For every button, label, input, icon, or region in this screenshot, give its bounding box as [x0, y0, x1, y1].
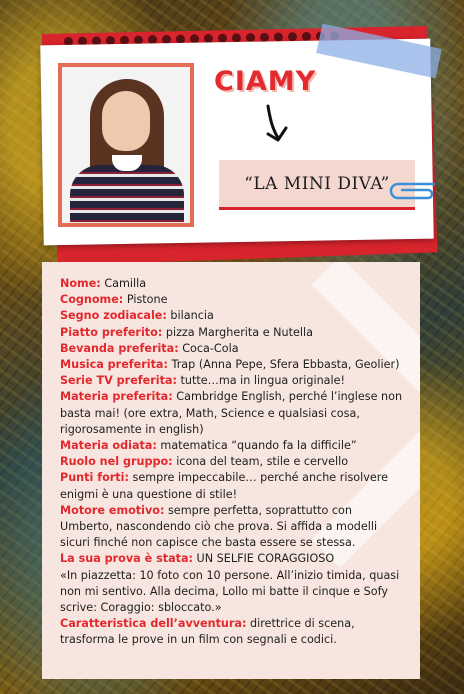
nickname: “LA MINI DIVA”: [244, 173, 390, 194]
info-row-cognome: Cognome: Pistone: [60, 293, 168, 307]
info-row-caratteristica: Caratteristica dell’avventura: direttrice di scena, trasforma le prove in un film con segnali e codici.: [60, 617, 355, 647]
info-row-bevanda: Bevanda preferita: Coca-Cola: [60, 341, 239, 355]
character-name: CIAMY: [214, 66, 317, 97]
profile-panel: [42, 262, 420, 679]
info-row-serie: Serie TV preferita: tutte…ma in lingua originale!: [60, 374, 346, 388]
nickname-box: [219, 160, 415, 210]
info-row-nome: Nome: Camilla: [60, 277, 147, 290]
arrow-down-icon: [260, 104, 292, 148]
info-row-musica: Musica preferita: Trap (Anna Pepe, Sfera Ebbasta, Geolier): [60, 358, 400, 372]
profile-photo: [58, 63, 194, 227]
info-row-prova: La sua prova è stata: UN SELFIE CORAGGIOSO: [60, 552, 335, 566]
info-row-piatto: Piatto preferito: pizza Margherita e Nutella: [60, 325, 313, 339]
portrait-image: [62, 67, 190, 223]
paperclip-icon: [388, 176, 436, 202]
info-row-motore: Motore emotivo: sempre perfetta, soprattutto con Umberto, nascondendo ciò che prova. Si affida a modelli sicuri finché non capisce che basta essere se stessa.: [60, 503, 378, 550]
profile-info: [60, 276, 406, 649]
info-row-segno: Segno zodiacale: bilancia: [60, 309, 214, 323]
info-row-materia-odiata: Materia odiata: matematica “quando fa la difficile”: [60, 439, 357, 453]
info-row-punti-forti: Punti forti: sempre impeccabile… perché anche risolvere enigmi è una questione di stile!: [60, 471, 388, 501]
info-row-materia-preferita: Materia preferita: Cambridge English, perché l’inglese non basta mai! (ore extra, Math, Science e qualsiasi cosa, rigorosamente in english): [60, 390, 403, 436]
info-row-ruolo: Ruolo nel gruppo: icona del team, stile e cervello: [60, 455, 349, 469]
info-row-quote: «In piazzetta: 10 foto con 10 persone. All’inizio timida, quasi non mi sentivo. Alla decima, Lollo mi batte il cinque e Sofy scrive: Coraggio: sbloccato.»: [60, 568, 400, 615]
